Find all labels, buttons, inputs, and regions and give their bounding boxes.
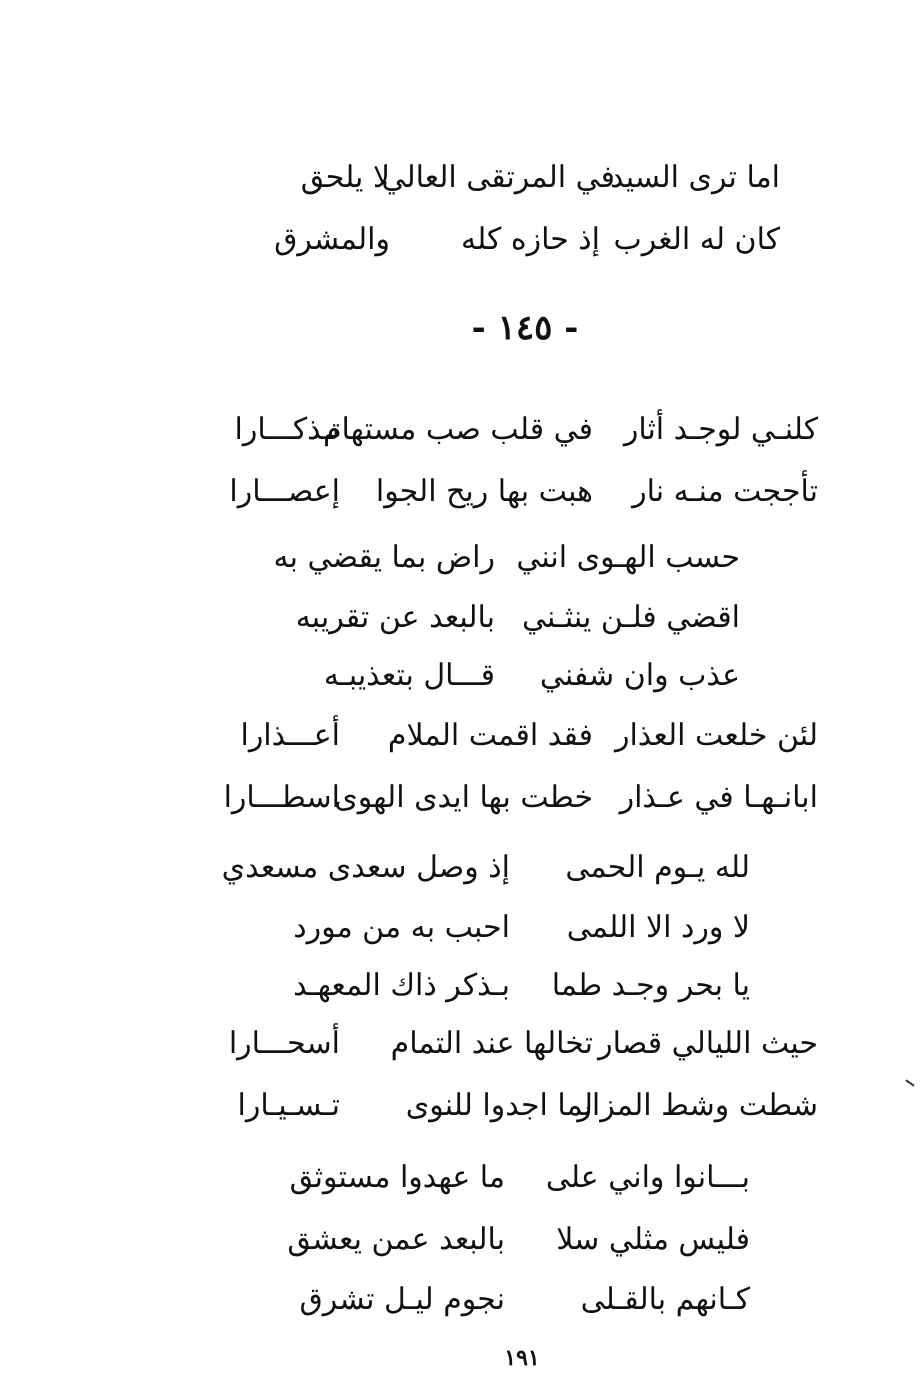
verse-line	[295, 598, 740, 638]
verse-hemistich: راض بما يقضي به	[273, 540, 495, 575]
verse-hemistich: في المرتقى العالي	[381, 160, 615, 195]
verse-line	[285, 1158, 750, 1198]
verse-hemistich: هبت بها ريح الجوا	[375, 474, 593, 509]
verse-hemistich: كلنـي لوجـد أثار	[623, 412, 818, 447]
verse-hemistich: فقد اقمت الملام	[387, 718, 593, 753]
verse-hemistich: تـذكـــارا	[234, 412, 340, 447]
verse-hemistich: قـــال بتعذيبـه	[323, 658, 495, 693]
verse-hemistich: يا بحر وجـد طما	[551, 968, 750, 1003]
verse-hemistich: كان له الغرب	[613, 222, 780, 257]
verse-hemistich: بالبعد عن تقريبه	[295, 600, 495, 635]
verse-hemistich: تخالها عند التمام	[390, 1026, 593, 1061]
verse-hemistich: ما عهدوا مستوثق	[289, 1160, 505, 1195]
verse-hemistich: بـذكر ذاك المعهـد	[293, 968, 510, 1003]
verse-line	[285, 1280, 750, 1320]
page-number: ١٩١	[504, 1345, 540, 1371]
verse-hemistich: تأججت منـه نار	[632, 474, 818, 509]
verse-hemistich: اسطـــارا	[223, 780, 340, 815]
verse-hemistich: عذب وان شفني	[539, 658, 740, 693]
verse-line	[221, 848, 750, 888]
verse-hemistich: ابانـهـا في عـذار	[619, 780, 818, 815]
verse-hemistich: تـسـيـارا	[237, 1088, 340, 1123]
verse-hemistich: إذ وصل سعدى مسعدي	[221, 850, 510, 885]
verse-hemistich: اما ترى السيد	[609, 160, 780, 195]
verse-hemistich: بالبعد عمن يعشق	[287, 1222, 505, 1257]
verse-hemistich: بـــانوا واني على	[545, 1160, 750, 1195]
verse-hemistich: لا ورد الا اللمى	[566, 910, 750, 945]
verse-line	[220, 1024, 818, 1064]
verse-hemistich: خطت بها ايدى الهوى	[334, 780, 593, 815]
verse-line	[220, 778, 818, 818]
verse-line	[260, 220, 780, 260]
verse-hemistich: احبب به من مورد	[293, 910, 510, 945]
verse-hemistich: لا يلحق	[300, 160, 390, 195]
verse-line	[220, 410, 818, 450]
verse-line	[285, 1220, 750, 1260]
verse-hemistich: كـانهم بالقـلى	[580, 1282, 750, 1317]
verse-hemistich: والمشرق	[274, 222, 390, 257]
verse-hemistich: حسب الهـوى انني	[516, 540, 740, 575]
verse-line	[273, 538, 740, 578]
verse-hemistich: فليس مثلي سلا	[556, 1222, 750, 1257]
verse-hemistich: أسحـــارا	[228, 1026, 340, 1061]
verse-hemistich: إذ حازه كله	[461, 222, 600, 257]
poem-number: - ١٤٥ -	[471, 308, 579, 348]
verse-line	[220, 716, 818, 756]
verse-hemistich: لئن خلعت العذار	[614, 718, 818, 753]
verse-hemistich: إعصـــارا	[229, 474, 340, 509]
verse-hemistich: شطت وشط المزار	[577, 1088, 818, 1123]
verse-hemistich: في قلب صب مستهام	[322, 412, 593, 447]
verse-hemistich: اقضي فلـن ينثـني	[522, 600, 740, 635]
verse-line	[300, 656, 740, 696]
verse-line	[285, 966, 750, 1006]
verse-hemistich: لما اجدوا للنوى	[405, 1088, 593, 1123]
verse-hemistich: نجوم ليـل تشرق	[299, 1282, 505, 1317]
verse-hemistich: لله يـوم الحمى	[565, 850, 750, 885]
verse-hemistich: حيث الليالي قصار	[598, 1026, 818, 1061]
verse-line	[220, 472, 818, 512]
verse-line	[260, 158, 780, 198]
verse-hemistich: أعـــذارا	[240, 718, 340, 753]
verse-line	[220, 1086, 818, 1126]
verse-line	[285, 908, 750, 948]
scan-mark	[905, 1079, 914, 1086]
